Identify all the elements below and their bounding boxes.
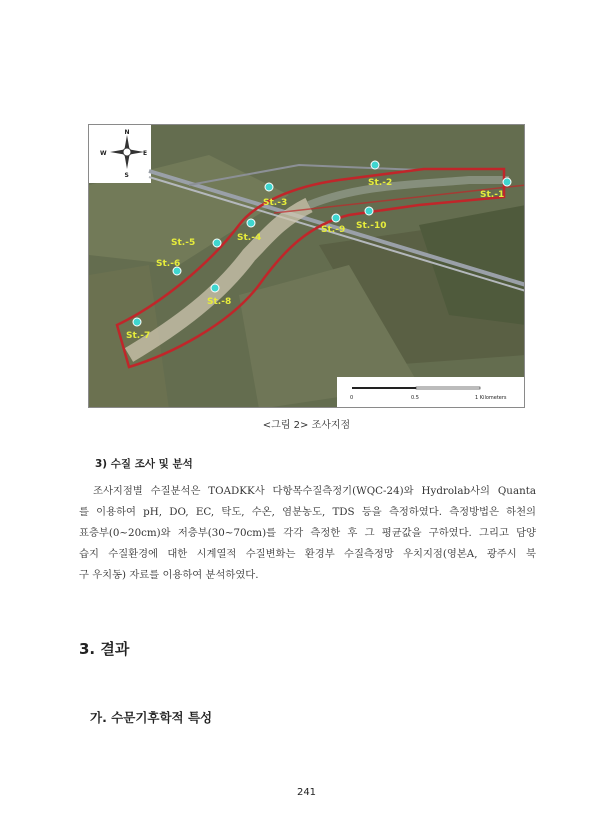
scale-bar [352,387,480,389]
figure-caption: <그림 2> 조사지점 [262,420,351,431]
station-marker[interactable] [503,178,511,186]
station-marker[interactable] [133,318,141,326]
station-label-7: St.-7 [126,331,151,341]
body-line-2: 를 이용하여 pH, DO, EC, 탁도, 수온, 염분농도, TDS 등을 측정하였다. 측정방법은 하천의 [79,506,536,518]
scale-tick-1km: 1 Kilometers [475,395,507,401]
body-line-4: 습지 수질환경에 대한 시계열적 수질변화는 환경부 수질측정망 우치지점(영본A, 광주시 북 [79,548,536,560]
station-label-2: St.-2 [368,178,393,188]
station-marker[interactable] [365,207,373,215]
station-marker[interactable] [371,161,379,169]
compass-e: E [143,150,148,157]
station-label-4: St.-4 [237,233,262,243]
compass-n: N [124,129,130,136]
station-label-1: St.-1 [480,190,505,200]
station-marker[interactable] [332,214,340,222]
compass-s: S [124,172,129,179]
body-line-1: 조사지점별 수질분석은 TOADKK사 다항목수질측정기(WQC-24)와 Hydrolab사의 Quanta [93,485,536,497]
body-line-3: 표층부(0~20cm)와 저층부(30~70cm)를 각각 측정한 후 그 평균값을 구하였다. 그리고 담양 [79,527,536,539]
section-heading: 3) 수질 조사 및 분석 [95,458,193,470]
station-marker[interactable] [265,183,273,191]
body-line-5: 구 우치동) 자료를 이용하여 분석하였다. [79,569,259,581]
scale-tick-0: 0 [350,395,354,401]
station-marker[interactable] [211,284,219,292]
page-number: 241 [296,787,317,798]
subsection-heading: 가. 수문기후학적 특성 [90,710,213,725]
results-heading: 3. 결과 [79,640,130,658]
station-label-10: St.-10 [356,221,387,231]
scale-tick-half: 0.5 [411,395,419,401]
station-label-8: St.-8 [207,297,232,307]
station-label-3: St.-3 [263,198,288,208]
station-label-9: St.-9 [321,225,346,235]
study-site-map [88,124,525,408]
station-marker[interactable] [213,239,221,247]
compass-w: W [100,150,107,157]
compass-box [89,125,151,183]
station-label-6: St.-6 [156,259,181,269]
station-label-5: St.-5 [171,238,196,248]
map-svg [89,125,525,408]
station-marker[interactable] [247,219,255,227]
scale-bar-panel [337,377,525,408]
